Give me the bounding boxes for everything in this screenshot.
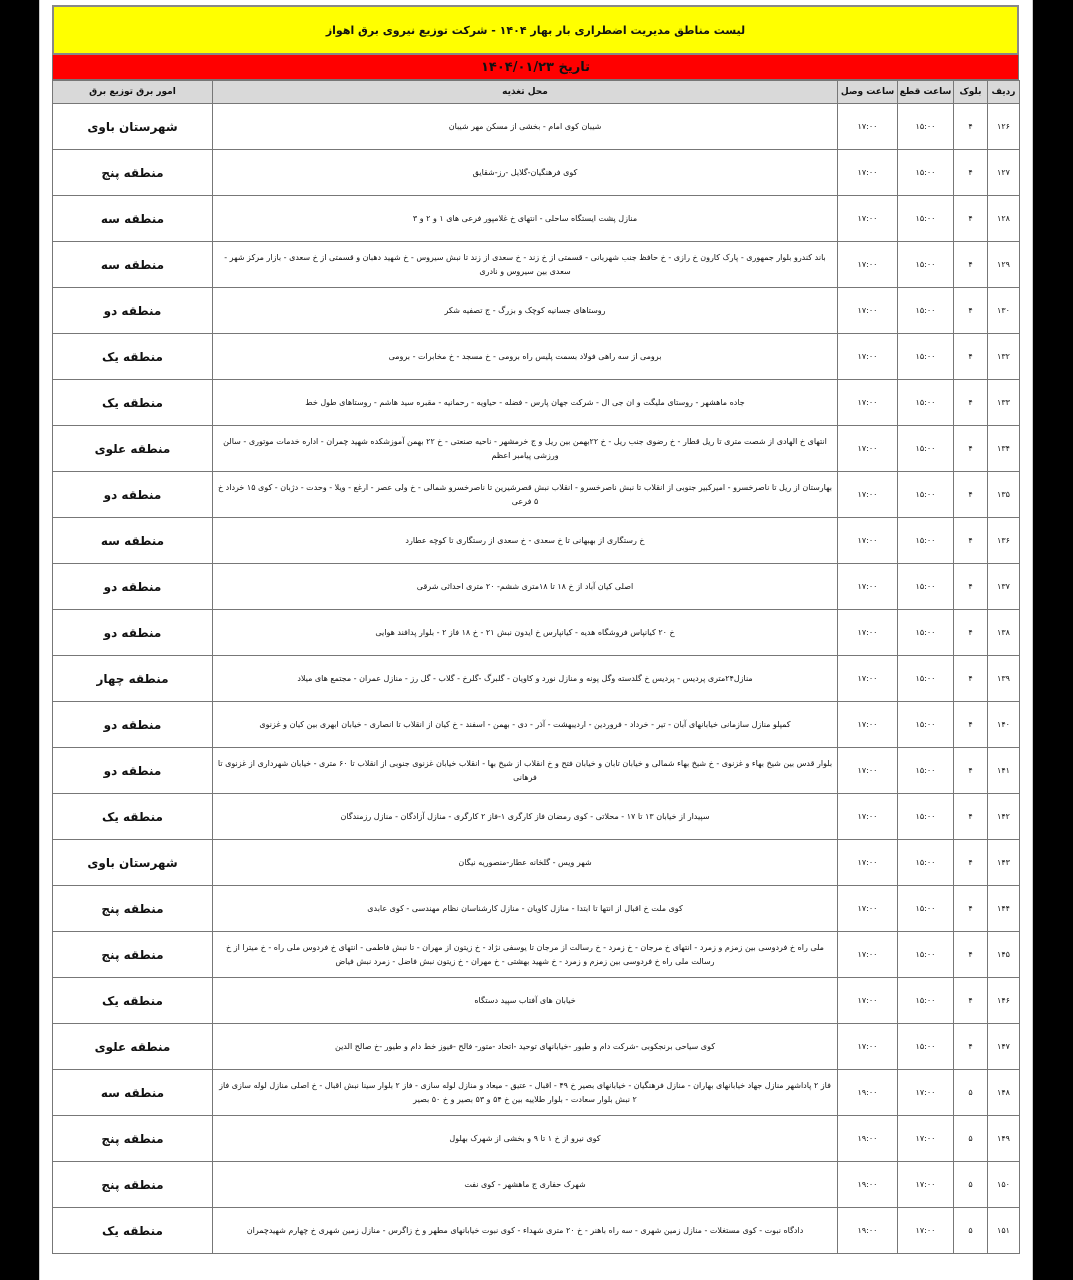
cell-connect-time: ۱۷:۰۰ — [838, 1024, 898, 1070]
cell-row-number: ۱۳۳ — [988, 380, 1020, 426]
cell-location: کوی فرهنگیان-گلایل -رز-شقایق — [213, 150, 838, 196]
outage-table — [52, 80, 1020, 1254]
table-row — [53, 702, 1020, 748]
cell-block: ۴ — [954, 242, 988, 288]
cell-connect-time: ۱۷:۰۰ — [838, 196, 898, 242]
cell-cut-time: ۱۷:۰۰ — [898, 1162, 954, 1208]
table-row — [53, 840, 1020, 886]
header-location: محل تغذیه — [213, 81, 838, 104]
cell-row-number: ۱۴۳ — [988, 840, 1020, 886]
cell-location: روستاهای جسانیه کوچک و بزرگ - ج تصفیه شکر — [213, 288, 838, 334]
cell-location: اصلی کیان آباد از خ ۱۸ تا ۱۸متری ششم- ۲۰ متری احداثی شرقی — [213, 564, 838, 610]
cell-cut-time: ۱۵:۰۰ — [898, 656, 954, 702]
cell-connect-time: ۱۷:۰۰ — [838, 334, 898, 380]
cell-area: منطقه دو — [53, 472, 213, 518]
table-row — [53, 334, 1020, 380]
cell-row-number: ۱۴۹ — [988, 1116, 1020, 1162]
cell-area: منطقه سه — [53, 242, 213, 288]
cell-cut-time: ۱۵:۰۰ — [898, 334, 954, 380]
cell-block: ۴ — [954, 794, 988, 840]
cell-row-number: ۱۵۱ — [988, 1208, 1020, 1254]
cell-cut-time: ۱۵:۰۰ — [898, 840, 954, 886]
header-connect-time: ساعت وصل — [838, 81, 898, 104]
cell-area: منطقه دو — [53, 288, 213, 334]
cell-connect-time: ۱۹:۰۰ — [838, 1116, 898, 1162]
cell-cut-time: ۱۵:۰۰ — [898, 748, 954, 794]
cell-row-number: ۱۳۶ — [988, 518, 1020, 564]
cell-cut-time: ۱۵:۰۰ — [898, 886, 954, 932]
cell-location: جاده ماهشهر - روستای ملیگت و ان جی ال - شرکت جهان پارس - فضله - حیاویه - رحمانیه - مقبره سید هاشم - روستاهای طول خط — [213, 380, 838, 426]
cell-area: شهرستان باوی — [53, 840, 213, 886]
cell-row-number: ۱۲۷ — [988, 150, 1020, 196]
cell-block: ۴ — [954, 426, 988, 472]
cell-cut-time: ۱۵:۰۰ — [898, 242, 954, 288]
cell-area: شهرستان باوی — [53, 104, 213, 150]
cell-cut-time: ۱۵:۰۰ — [898, 794, 954, 840]
cell-area: منطقه چهار — [53, 656, 213, 702]
cell-block: ۴ — [954, 610, 988, 656]
cell-row-number: ۱۳۰ — [988, 288, 1020, 334]
cell-area: منطقه پنج — [53, 886, 213, 932]
cell-connect-time: ۱۷:۰۰ — [838, 288, 898, 334]
cell-block: ۵ — [954, 1116, 988, 1162]
cell-cut-time: ۱۵:۰۰ — [898, 610, 954, 656]
table-row — [53, 288, 1020, 334]
cell-block: ۵ — [954, 1208, 988, 1254]
cell-block: ۴ — [954, 288, 988, 334]
cell-connect-time: ۱۹:۰۰ — [838, 1208, 898, 1254]
cell-area: منطقه سه — [53, 196, 213, 242]
cell-row-number: ۱۳۹ — [988, 656, 1020, 702]
cell-location: ملی راه خ فردوسی بین زمزم و زمرد - انتهای خ مرجان - خ زمرد - خ رسالت از مرجان تا یوسفی نژاد - خ زیتون از مهران - تا نبش فاطمی - انتهای خ فردوس ملی راه - خ میترا از خ رسالت ملی راه خ فردوسی بین زمزم و زمرد - خ شهید بهشتی - خ مهران - خ زیتون نبش فاضل - زمرد نبش فیاض — [213, 932, 838, 978]
table-row — [53, 518, 1020, 564]
table-row — [53, 794, 1020, 840]
cell-block: ۴ — [954, 196, 988, 242]
cell-block: ۴ — [954, 748, 988, 794]
cell-cut-time: ۱۷:۰۰ — [898, 1208, 954, 1254]
cell-area: منطقه علوی — [53, 426, 213, 472]
cell-location: کمپلو منازل سازمانی خیابانهای آبان - تیر - خرداد - فروردین - اردیبهشت - آذر - دی - بهمن - اسفند - خ کیان از انقلاب تا انصاری - خیابان ابهری بین کیان و غزنوی — [213, 702, 838, 748]
cell-location: کوی ملت خ اقبال از انتها تا ابتدا - منازل کاویان - منازل کارشناسان نظام مهندسی - کوی عابدی — [213, 886, 838, 932]
cell-cut-time: ۱۵:۰۰ — [898, 288, 954, 334]
table-row — [53, 932, 1020, 978]
cell-connect-time: ۱۷:۰۰ — [838, 150, 898, 196]
cell-row-number: ۱۴۶ — [988, 978, 1020, 1024]
cell-cut-time: ۱۵:۰۰ — [898, 702, 954, 748]
cell-block: ۵ — [954, 1070, 988, 1116]
cell-cut-time: ۱۵:۰۰ — [898, 426, 954, 472]
cell-location: دادگاه نبوت - کوی مستغلات - منازل زمین شهری - سه راه باهنر - خ ۲۰ متری شهداء - کوی نبوت خیابانهای مطهر و خ زاگرس - منازل زمین شهری خ چهارم شهیدچمران — [213, 1208, 838, 1254]
cell-cut-time: ۱۵:۰۰ — [898, 1024, 954, 1070]
cell-location: شیبان کوی امام - بخشی از مسکن مهر شیبان — [213, 104, 838, 150]
cell-cut-time: ۱۵:۰۰ — [898, 932, 954, 978]
table-row — [53, 380, 1020, 426]
table-row — [53, 242, 1020, 288]
cell-connect-time: ۱۷:۰۰ — [838, 426, 898, 472]
cell-connect-time: ۱۷:۰۰ — [838, 380, 898, 426]
cell-block: ۴ — [954, 840, 988, 886]
cell-connect-time: ۱۷:۰۰ — [838, 840, 898, 886]
cell-row-number: ۱۲۶ — [988, 104, 1020, 150]
cell-location: خ ۲۰ کیانپاس فروشگاه هدیه - کیانپارس خ ایدون نبش ۲۱ - خ ۱۸ فاز ۲ - بلوار پدافند هوایی — [213, 610, 838, 656]
cell-connect-time: ۱۷:۰۰ — [838, 104, 898, 150]
table-row — [53, 150, 1020, 196]
cell-area: منطقه علوی — [53, 1024, 213, 1070]
cell-connect-time: ۱۷:۰۰ — [838, 242, 898, 288]
cell-location: کوی سیاحی برنجکوبی -شرکت دام و طیور -خیابانهای توحید -اتحاد -متور- فالح -فیوز خط دام و طیور -خ صالح الدین — [213, 1024, 838, 1070]
cell-cut-time: ۱۷:۰۰ — [898, 1116, 954, 1162]
table-row — [53, 1070, 1020, 1116]
cell-cut-time: ۱۵:۰۰ — [898, 518, 954, 564]
cell-area: منطقه یک — [53, 380, 213, 426]
cell-connect-time: ۱۷:۰۰ — [838, 702, 898, 748]
cell-connect-time: ۱۷:۰۰ — [838, 748, 898, 794]
title-banner — [52, 5, 1019, 55]
cell-block: ۴ — [954, 656, 988, 702]
cell-connect-time: ۱۷:۰۰ — [838, 656, 898, 702]
cell-connect-time: ۱۹:۰۰ — [838, 1162, 898, 1208]
cell-location: فاز ۲ پاداشهر منازل جهاد خیابانهای بهاران - منازل فرهنگیان - خیابانهای بصیر خ ۴۹ - اقبال - عتیق - میعاد و منازل لوله سازی - فاز ۲ بلوار سینا نبش اقبال - خ اصلی منازل لوله سازی فاز ۲ نبش بلوار سعادت - بلوار طلاییه بین خ ۵۴ و ۵۳ بصیر و خ ۵۰ بصیر — [213, 1070, 838, 1116]
cell-block: ۴ — [954, 932, 988, 978]
header-area: امور برق توزیع برق — [53, 81, 213, 104]
cell-row-number: ۱۴۴ — [988, 886, 1020, 932]
document-page — [40, 0, 1032, 1280]
cell-cut-time: ۱۵:۰۰ — [898, 564, 954, 610]
cell-block: ۴ — [954, 380, 988, 426]
cell-connect-time: ۱۷:۰۰ — [838, 518, 898, 564]
cell-row-number: ۱۳۷ — [988, 564, 1020, 610]
cell-area: منطقه یک — [53, 1208, 213, 1254]
cell-row-number: ۱۴۱ — [988, 748, 1020, 794]
date-banner — [52, 55, 1019, 80]
table-row — [53, 196, 1020, 242]
cell-location: خ رستگاری از بهبهانی تا خ سعدی - خ سعدی از رستگاری تا کوچه عطارد — [213, 518, 838, 564]
cell-location: شهرک حفاری ج ماهشهر - کوی نفت — [213, 1162, 838, 1208]
header-row-number: ردیف — [988, 81, 1020, 104]
cell-location: منازل۲۴متری پردیس - پردیس خ گلدسته وگل پونه و منازل نورد و کاویان - گلبرگ -گلرخ - گلاب - گل رز - منازل عمران - مجتمع های میلاد — [213, 656, 838, 702]
table-row — [53, 1208, 1020, 1254]
document-title: لیست مناطق مدیریت اضطراری بار بهار ۱۴۰۴ - شرکت توزیع نیروی برق اهواز — [325, 23, 746, 37]
cell-location: بهارستان از ریل تا ناصرخسرو - امیرکبیر جنوبی از انقلاب تا نبش ناصرخسرو - انقلاب نبش قصرشیرین تا ناصرخسرو شمالی - خ ولی عصر - ارغع - ویلا - وحدت - دژبان - کوی ۱۵ خرداد خ ۵ فرعی — [213, 472, 838, 518]
cell-block: ۴ — [954, 886, 988, 932]
cell-location: سپیدار از خیابان ۱۳ تا ۱۷ - محلاتی - کوی رمضان فاز کارگری ۱-فاز ۲ کارگری - منازل آزادگان - منازل رزمندگان — [213, 794, 838, 840]
cell-cut-time: ۱۵:۰۰ — [898, 472, 954, 518]
table-row — [53, 656, 1020, 702]
cell-row-number: ۱۵۰ — [988, 1162, 1020, 1208]
document-date: تاریخ ۱۴۰۴/۰۱/۲۳ — [481, 59, 591, 75]
cell-connect-time: ۱۷:۰۰ — [838, 886, 898, 932]
table-row — [53, 886, 1020, 932]
cell-row-number: ۱۴۷ — [988, 1024, 1020, 1070]
table-row — [53, 978, 1020, 1024]
header-cut-time: ساعت قطع — [898, 81, 954, 104]
cell-connect-time: ۱۷:۰۰ — [838, 610, 898, 656]
cell-cut-time: ۱۵:۰۰ — [898, 196, 954, 242]
cell-location: برومی از سه راهی فولاد بسمت پلیس راه برومی - خ مسجد - خ مخابرات - برومی — [213, 334, 838, 380]
cell-block: ۴ — [954, 150, 988, 196]
cell-row-number: ۱۳۲ — [988, 334, 1020, 380]
cell-block: ۴ — [954, 564, 988, 610]
cell-cut-time: ۱۵:۰۰ — [898, 104, 954, 150]
table-row — [53, 564, 1020, 610]
cell-location: باند کندرو بلوار جمهوری - پارک کارون خ رازی - خ حافظ جنب شهربانی - قسمتی از خ زند - خ سعدی از زند تا نبش سیروس - خ شهید دهبان و قسمتی از خ سعدی - بازار مرکز شهر - سعدی بین سیروس و نادری — [213, 242, 838, 288]
cell-cut-time: ۱۵:۰۰ — [898, 150, 954, 196]
cell-area: منطقه سه — [53, 1070, 213, 1116]
cell-location: منازل پشت ایستگاه ساحلی - انتهای خ غلامپور فرعی های ۱ و ۲ و ۳ — [213, 196, 838, 242]
cell-area: منطقه دو — [53, 702, 213, 748]
cell-connect-time: ۱۷:۰۰ — [838, 932, 898, 978]
table-row — [53, 426, 1020, 472]
cell-area: منطقه دو — [53, 610, 213, 656]
table-row — [53, 1116, 1020, 1162]
cell-area: منطقه یک — [53, 978, 213, 1024]
cell-area: منطقه پنج — [53, 1116, 213, 1162]
table-row — [53, 104, 1020, 150]
cell-area: منطقه یک — [53, 794, 213, 840]
cell-connect-time: ۱۹:۰۰ — [838, 1070, 898, 1116]
cell-area: منطقه دو — [53, 564, 213, 610]
table-row — [53, 472, 1020, 518]
cell-row-number: ۱۴۵ — [988, 932, 1020, 978]
cell-area: منطقه پنج — [53, 150, 213, 196]
cell-block: ۴ — [954, 104, 988, 150]
cell-row-number: ۱۲۸ — [988, 196, 1020, 242]
cell-location: شهر ویس - گلخانه عطار-منصوریه نیگان — [213, 840, 838, 886]
cell-block: ۴ — [954, 334, 988, 380]
cell-area: منطقه دو — [53, 748, 213, 794]
cell-block: ۴ — [954, 978, 988, 1024]
cell-cut-time: ۱۵:۰۰ — [898, 380, 954, 426]
cell-cut-time: ۱۵:۰۰ — [898, 978, 954, 1024]
table-frame — [52, 5, 1019, 1265]
cell-row-number: ۱۲۹ — [988, 242, 1020, 288]
header-block: بلوک — [954, 81, 988, 104]
cell-area: منطقه یک — [53, 334, 213, 380]
table-row — [53, 748, 1020, 794]
cell-row-number: ۱۳۸ — [988, 610, 1020, 656]
cell-row-number: ۱۴۲ — [988, 794, 1020, 840]
cell-block: ۴ — [954, 702, 988, 748]
cell-location: خیابان های آفتاب سپید دستگاه — [213, 978, 838, 1024]
cell-area: منطقه پنج — [53, 1162, 213, 1208]
cell-block: ۴ — [954, 518, 988, 564]
cell-connect-time: ۱۷:۰۰ — [838, 978, 898, 1024]
table-row — [53, 610, 1020, 656]
cell-block: ۴ — [954, 472, 988, 518]
cell-connect-time: ۱۷:۰۰ — [838, 472, 898, 518]
cell-row-number: ۱۴۰ — [988, 702, 1020, 748]
cell-row-number: ۱۴۸ — [988, 1070, 1020, 1116]
cell-row-number: ۱۳۴ — [988, 426, 1020, 472]
cell-area: منطقه پنج — [53, 932, 213, 978]
cell-connect-time: ۱۷:۰۰ — [838, 794, 898, 840]
cell-block: ۴ — [954, 1024, 988, 1070]
cell-location: بلوار قدس بین شیخ بهاء و غزنوی - خ شیخ بهاء شمالی و خیابان تابان و خیابان فتح و خ انقلاب از شیخ بها - انقلاب خیابان غزنوی جنوبی از انقلاب تا ۶۰ متری - خیابان شهرداری از غزنوی تا فرهانی — [213, 748, 838, 794]
cell-location: انتهای خ الهادی از شصت متری تا ریل قطار - خ رضوی جنب ریل - خ ۲۲بهمن بین ریل و ج خرمشهر - ناحیه صنعتی - خ ۲۲ بهمن آموزشکده شهید چمران - اداره خدمات موتوری - سالن ورزشی پیامبر اعظم — [213, 426, 838, 472]
table-row — [53, 1162, 1020, 1208]
cell-connect-time: ۱۷:۰۰ — [838, 564, 898, 610]
table-row — [53, 1024, 1020, 1070]
cell-block: ۵ — [954, 1162, 988, 1208]
cell-location: کوی نیرو از خ ۱ تا ۹ و بخشی از شهرک بهلول — [213, 1116, 838, 1162]
cell-row-number: ۱۳۵ — [988, 472, 1020, 518]
header-row — [53, 81, 1020, 104]
cell-area: منطقه سه — [53, 518, 213, 564]
cell-cut-time: ۱۷:۰۰ — [898, 1070, 954, 1116]
